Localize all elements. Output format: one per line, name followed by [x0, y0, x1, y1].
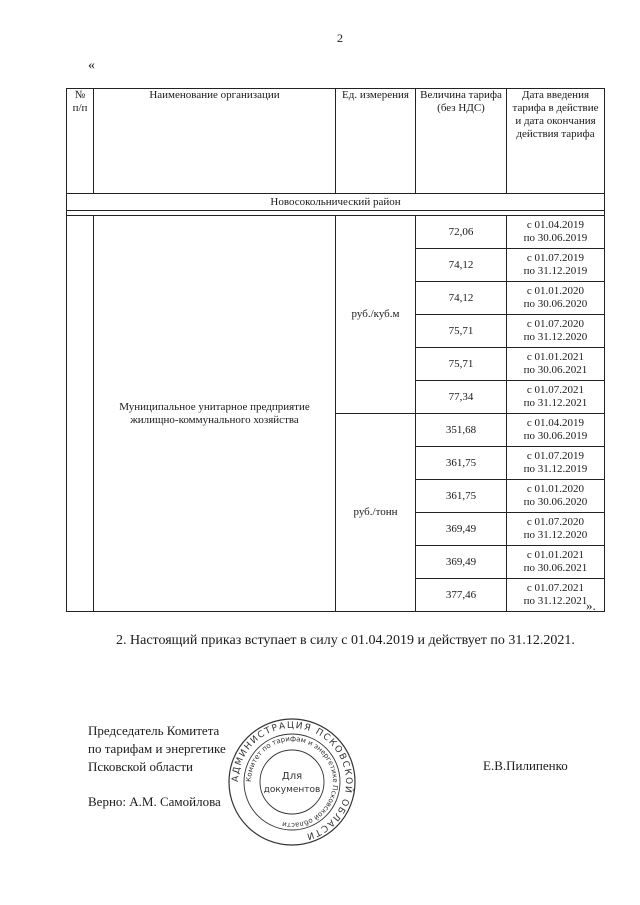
- official-stamp: [226, 716, 358, 848]
- svg-text:документов: документов: [263, 785, 321, 795]
- header-org: Наименование организации: [94, 89, 336, 194]
- period-start: с 01.07.2020: [526, 516, 585, 528]
- tariff-period: [507, 216, 605, 249]
- period-start: с 01.01.2021: [526, 549, 585, 561]
- region-row: [67, 194, 605, 211]
- svg-text:Для: Для: [281, 771, 303, 782]
- period-end: по 30.06.2021: [523, 562, 588, 574]
- tariff-value: 369,49: [416, 546, 507, 579]
- header-num: № п/п: [67, 89, 94, 194]
- tariff-table: [66, 88, 605, 612]
- tariff-period: [507, 414, 605, 447]
- period-start: с 01.07.2019: [526, 450, 585, 462]
- close-quote: ».: [586, 598, 596, 613]
- tariff-period: [507, 546, 605, 579]
- period-end: по 30.06.2021: [523, 364, 588, 376]
- period-end: по 30.06.2019: [523, 232, 588, 244]
- organization-name: Муниципальное унитарное предприятие жилищно-коммунального хозяйства: [94, 216, 336, 612]
- period-end: по 30.06.2019: [523, 430, 588, 442]
- region-name: Новосокольнический район: [67, 194, 605, 211]
- table-row: [67, 216, 605, 249]
- svg-text:АДМИНИСТРАЦИЯ ПСКОВСКОЙ ОБЛАСТ: АДМИНИСТРАЦИЯ ПСКОВСКОЙ ОБЛАСТИ: [230, 720, 354, 842]
- period-start: с 01.07.2020: [526, 318, 585, 330]
- svg-text:Комитет по тарифам и энергетик: Комитет по тарифам и энергетике Псковской области: [244, 734, 340, 830]
- header-value: Величина тарифа (без НДС): [416, 89, 507, 194]
- period-end: по 31.12.2020: [523, 529, 588, 541]
- tariff-value: 74,12: [416, 249, 507, 282]
- period-start: с 01.01.2021: [526, 351, 585, 363]
- period-start: с 01.04.2019: [526, 219, 585, 231]
- tariff-period: [507, 249, 605, 282]
- period-start: с 01.01.2020: [526, 285, 585, 297]
- tariff-period: [507, 480, 605, 513]
- period-start: с 01.04.2019: [526, 417, 585, 429]
- tariff-period: [507, 447, 605, 480]
- period-end: по 31.12.2021: [523, 397, 588, 409]
- tariff-value: 377,46: [416, 579, 507, 612]
- signer-name: Е.В.Пилипенко: [483, 758, 568, 773]
- signature-block: [88, 722, 226, 776]
- tariff-value: 361,75: [416, 447, 507, 480]
- certified-copy: Верно: А.М. Самойлова: [88, 794, 221, 809]
- tariff-period: [507, 282, 605, 315]
- order-paragraph: 2. Настоящий приказ вступает в силу с 01.04.2019 и действует по 31.12.2021.: [116, 633, 575, 648]
- tariff-value: 72,06: [416, 216, 507, 249]
- signature-title-line3: Псковской области: [88, 759, 193, 774]
- period-end: по 30.06.2020: [523, 496, 588, 508]
- signature-title-line1: Председатель Комитета: [88, 723, 220, 738]
- unit-cell: руб./куб.м: [336, 216, 416, 414]
- tariff-value: 75,71: [416, 348, 507, 381]
- page-number: 2: [337, 31, 343, 45]
- header-date: Дата введения тарифа в действие и дата окончания действия тарифа: [507, 89, 605, 194]
- tariff-value: 369,49: [416, 513, 507, 546]
- period-start: с 01.07.2021: [526, 384, 585, 396]
- tariff-value: 75,71: [416, 315, 507, 348]
- period-start: с 01.07.2021: [526, 582, 585, 594]
- tariff-period: [507, 513, 605, 546]
- tariff-value: 74,12: [416, 282, 507, 315]
- period-end: по 31.12.2019: [523, 265, 588, 277]
- tariff-period: [507, 315, 605, 348]
- open-quote: «: [88, 58, 95, 73]
- period-end: по 31.12.2021: [523, 595, 588, 607]
- period-start: с 01.07.2019: [526, 252, 585, 264]
- header-unit: Ед. измерения: [336, 89, 416, 194]
- period-end: по 30.06.2020: [523, 298, 588, 310]
- table-header-row: [67, 89, 605, 194]
- signature-title-line2: по тарифам и энергетике: [88, 741, 226, 756]
- tariff-body: [67, 216, 605, 612]
- period-end: по 31.12.2020: [523, 331, 588, 343]
- unit-cell: руб./тонн: [336, 414, 416, 612]
- tariff-value: 77,34: [416, 381, 507, 414]
- period-end: по 31.12.2019: [523, 463, 588, 475]
- row-number-cell: [67, 216, 94, 612]
- tariff-value: 361,75: [416, 480, 507, 513]
- tariff-period: [507, 348, 605, 381]
- tariff-value: 351,68: [416, 414, 507, 447]
- tariff-period: [507, 381, 605, 414]
- period-start: с 01.01.2020: [526, 483, 585, 495]
